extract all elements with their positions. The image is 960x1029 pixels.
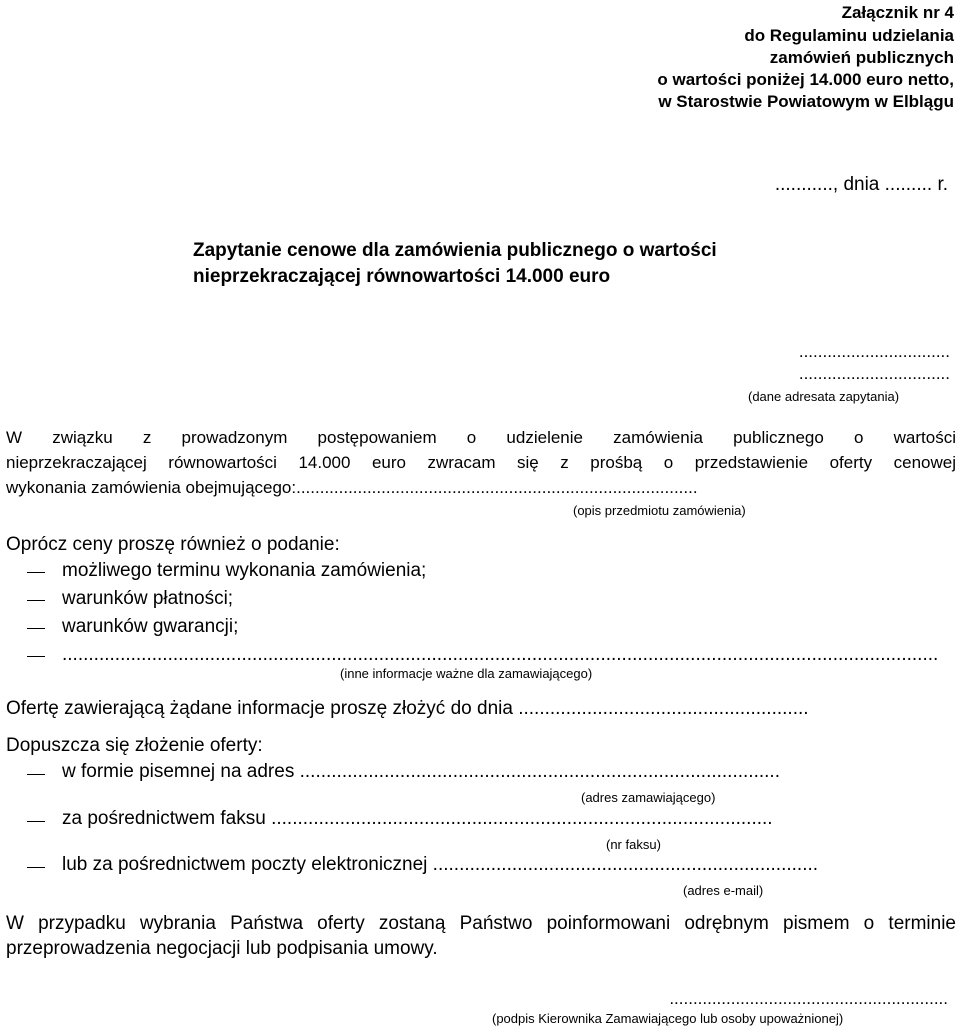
list-dash xyxy=(27,821,45,822)
list-dash xyxy=(27,656,45,657)
intro-line-3: wykonania zamówienia obejmującego:..................................................................................... xyxy=(6,478,698,497)
list-item-other: ...................................................................................................................................................................... xyxy=(62,644,939,665)
page-title-line-2: nieprzekraczającej równowartości 14.000 euro xyxy=(193,266,611,287)
written-address-line: w formie pisemnej na adres ........................................................................................... xyxy=(62,761,780,782)
deadline-line: Ofertę zawierającą żądane informacje proszę złożyć do dnia ....................................................... xyxy=(6,698,809,719)
other-info-caption: (inne informacje ważne dla zamawiającego) xyxy=(340,666,593,681)
signature-caption: (podpis Kierownika Zamawiającego lub osoby upoważnionej) xyxy=(492,1011,844,1026)
date-line: ..........., dnia ......... r. xyxy=(774,174,948,195)
intro-line-1: W związku z prowadzonym postępowaniem o udzielenie zamówienia publicznego o wartości xyxy=(6,428,956,447)
addressee-dots-1: ................................ xyxy=(798,342,950,361)
annex-line-5: w Starostwie Powiatowym w Elblągu xyxy=(658,92,954,111)
annex-line-3: zamówień publicznych xyxy=(769,48,954,67)
annex-line-4: o wartości poniżej 14.000 euro netto, xyxy=(657,70,954,89)
additional-heading: Oprócz ceny proszę również o podanie: xyxy=(6,534,340,555)
list-item: warunków gwarancji; xyxy=(62,616,239,637)
page-title: Zapytanie cenowe dla zamówienia publicznego o wartości xyxy=(193,240,717,261)
annex-number: Załącznik nr 4 xyxy=(841,3,954,22)
closing-line-1: W przypadku wybrania Państwa oferty zostaną Państwo poinformowani odrębnym pismem o terminie xyxy=(6,913,956,934)
email-caption: (adres e-mail) xyxy=(683,883,764,898)
annex-line-2: do Regulaminu udzielania xyxy=(744,26,954,45)
closing-line-2: przeprowadzenia negocjacji lub podpisania umowy. xyxy=(6,938,438,959)
list-dash xyxy=(27,600,45,601)
addressee-caption: (dane adresata zapytania) xyxy=(748,389,900,404)
list-dash xyxy=(27,774,45,775)
intro-line-2: nieprzekraczającej równowartości 14.000 euro zwracam się z prośbą o przedstawienie oferty cenowej xyxy=(6,453,956,472)
addressee-dots-2: ................................ xyxy=(798,364,950,383)
list-item: warunków płatności; xyxy=(62,588,234,609)
fax-line: za pośrednictwem faksu ............................................................................................... xyxy=(62,808,773,829)
written-address-caption: (adres zamawiającego) xyxy=(581,790,716,805)
email-line: lub za pośrednictwem poczty elektronicznej ......................................................................... xyxy=(62,854,819,875)
list-item: możliwego terminu wykonania zamówienia; xyxy=(62,560,427,581)
list-dash xyxy=(27,867,45,868)
submission-heading: Dopuszcza się złożenie oferty: xyxy=(6,735,263,756)
signature-dots: ........................................................... xyxy=(669,989,948,1008)
subject-caption: (opis przedmiotu zamówienia) xyxy=(573,503,746,518)
fax-caption: (nr faksu) xyxy=(606,837,661,852)
list-dash xyxy=(27,572,45,573)
list-dash xyxy=(27,628,45,629)
